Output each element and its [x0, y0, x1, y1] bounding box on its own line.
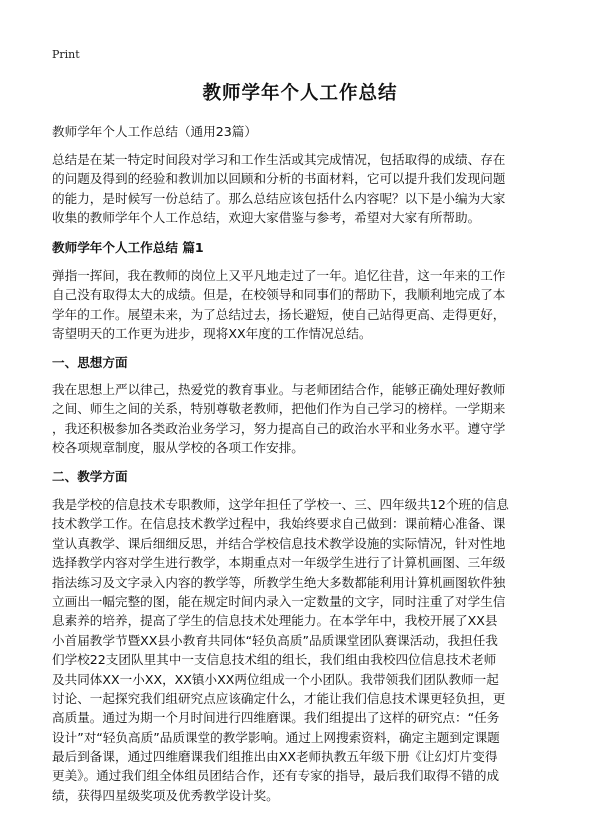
text-line: 寄望明天的工作更为进步，现将XX年度的工作情况总结。 — [52, 326, 372, 342]
text-line: 绩，获得四星级奖项及优秀教学设计奖。 — [52, 787, 279, 803]
text-line: 自己没有取得太大的成绩。但是，在校领导和同事们的帮助下，我顺利地完成了本 — [52, 287, 506, 303]
paragraph-teaching — [52, 495, 552, 805]
text-line: 小首届教学节暨XX县小教育共同体“轻负高质”品质课堂团队赛课活动，我担任我 — [52, 632, 498, 648]
intro-paragraph — [52, 150, 552, 228]
text-line: 指法练习及文字录入内容的教学等，所教学生绝大多数都能利用计算机画图软件独 — [52, 574, 506, 590]
text-line: 设计”对“轻负高质”品质课堂的教学影响。通过上网搜索资料，确定主题到定课题 — [52, 729, 500, 745]
print-link[interactable]: Print — [52, 48, 80, 61]
document-subtitle: 教师学年个人工作总结（通用23篇） — [52, 124, 257, 139]
text-line: 息素养的培养，提高了学生的信息技术处理能力。在本学年中，我校开展了XX县 — [52, 613, 498, 629]
section-title: 教师学年个人工作总结 篇1 — [52, 240, 204, 255]
text-line: 最后到备课，通过四维磨课我们组推出由XX老师执教五年级下册《让幻灯片变得 — [52, 749, 498, 765]
text-line: 堂认真教学、课后细细反思，并结合学校信息技术教学设施的实际情况，针对性地 — [52, 535, 506, 551]
text-line: 弹指一挥间，我在教师的岗位上又平凡地走过了一年。追忆往昔，这一年来的工作 — [52, 268, 506, 283]
text-line: 总结是在某一特定时间段对学习和工作生活或其完成情况，包括取得的成绩、存在 — [52, 152, 506, 167]
text-line: 学年的工作。展望未来，为了总结过去，扬长避短，使自己站得更高、走得更好， — [52, 306, 506, 322]
text-line: 校各项规章制度，服从学校的各项工作安排。 — [52, 440, 304, 456]
text-line: 的问题及得到的经验和教训加以回顾和分析的书面材料，它可以提升我们发现问题 — [52, 171, 506, 187]
text-line: 立画出一幅完整的图，能在规定时间内录入一定数量的文字，同时注重了对学生信 — [52, 593, 506, 609]
text-line: 及共同体XX一小XX，XX镇小XX两位组成一个小团队。我带领我们团队教师一起 — [52, 671, 499, 687]
text-line: 选择教学内容对学生进行教学，本期重点对一年级学生进行了计算机画图、三年级 — [52, 555, 506, 571]
text-line: 我在思想上严以律己，热爱党的教育事业。与老师团结合作，能够正确处理好教师 — [52, 382, 506, 397]
paragraph-intro-year — [52, 266, 552, 344]
heading-ideology: 一、思想方面 — [52, 355, 128, 370]
text-line: 技术教学工作。在信息技术教学过程中，我始终要求自己做到：课前精心准备、课 — [52, 516, 506, 532]
text-line: 我是学校的信息技术专职教师，这学年担任了学校一、三、四年级共12个班的信息 — [52, 497, 509, 512]
text-line: 的能力，是时候写一份总结了。那么总结应该包括什么内容呢？以下是小编为大家 — [52, 190, 506, 206]
text-line: 收集的教师学年个人工作总结，欢迎大家借鉴与参考，希望对大家有所帮助。 — [52, 210, 481, 226]
text-line: ，我还积极参加各类政治业务学习，努力提高自己的政治水平和业务水平。遵守学 — [52, 420, 506, 436]
text-line: 讨论、一起探究我们组研究点应该确定什么，才能让我们信息技术课更轻负担，更 — [52, 690, 506, 706]
document-title: 教师学年个人工作总结 — [202, 83, 398, 104]
text-line: 之间、师生之间的关系，特别尊敬老教师，把他们作为自己学习的榜样。一学期来 — [52, 401, 506, 417]
text-line: 更美》。通过我们组全体组员团结合作，还有专家的指导，最后我们取得不错的成 — [52, 768, 500, 784]
paragraph-ideology — [52, 380, 552, 458]
heading-teaching: 二、教学方面 — [52, 469, 128, 484]
text-line: 们学校22支团队里其中一支信息技术组的组长，我们组由我校四位信息技术老师 — [52, 652, 497, 668]
text-line: 高质量。通过为期一个月时间进行四维磨课。我们组提出了这样的研究点：“任务 — [52, 710, 500, 726]
